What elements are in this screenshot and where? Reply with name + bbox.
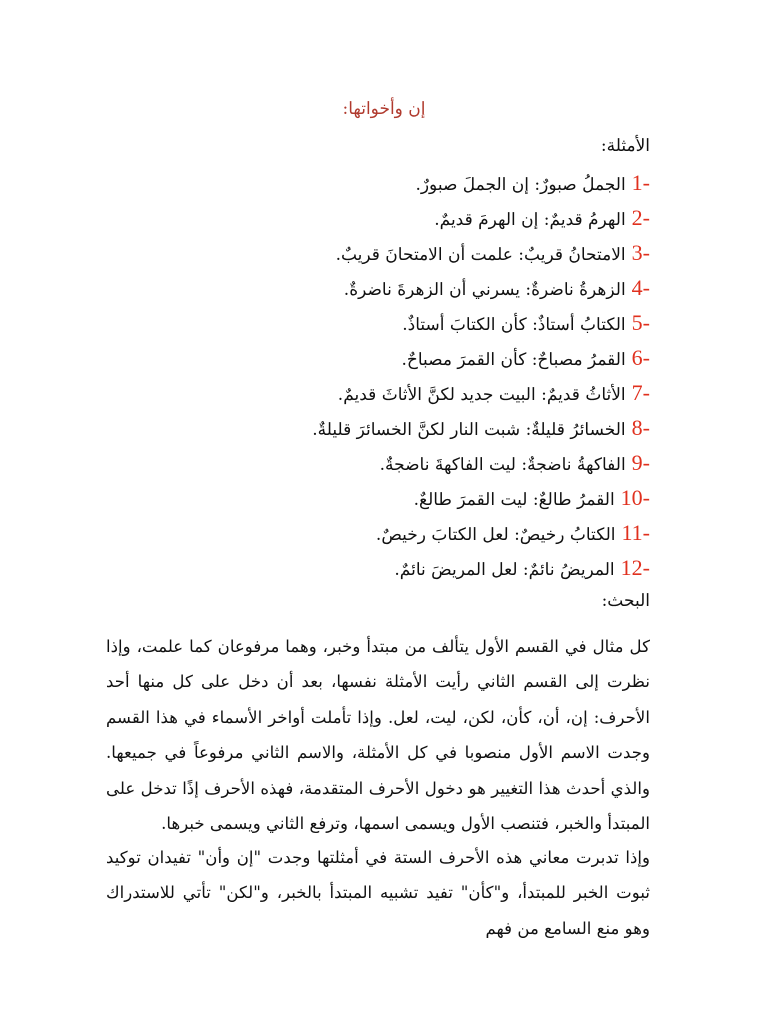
example-item (110, 340, 650, 375)
example-text: الخسائرُ قليلةٌ: شبت النار لكنَّ الخسائرَ قليلةٌ. (312, 420, 626, 440)
examples-heading: الأمثلة: (600, 136, 650, 156)
example-item (110, 410, 650, 445)
example-text: المريضُ نائمٌ: لعل المريضَ نائمٌ. (394, 560, 615, 580)
example-number: 8- (631, 415, 650, 440)
examples-section (110, 133, 650, 615)
example-text: الجملُ صبورٌ: إن الجملَ صبورٌ. (415, 175, 626, 195)
example-text: الكتابُ رخيصٌ: لعل الكتابَ رخيصٌ. (375, 525, 616, 545)
research-paragraph: كل مثال في القسم الأول يتألف من مبتدأ وخبر، وهما مرفوعان كما علمت، وإذا نظرت إلى القسم الثاني رأيت الأمثلة نفسها، بعد أن دخل على كل منها أحد الأحرف: إن، أن، كأن، لكن، ليت، لعل. وإذا تأملت أواخر الأسماء في هذا القسم وجدت الاسم الأول منصوبا في كل الأمثلة، والاسم الثاني مرفوعاً في جميعها. والذي أحدث هذا التغيير هو دخول الأحرف المتقدمة، فهذه الأحرف إذًا تدخل على المبتدأ والخبر، فتنصب الأول ويسمى اسمها، وترفع الثاني ويسمى خبرها. (106, 636, 650, 834)
example-number: 3- (631, 240, 650, 265)
example-item (110, 270, 650, 305)
example-number: 9- (631, 450, 650, 475)
example-number: 7- (631, 380, 650, 405)
example-item (110, 200, 650, 235)
example-item (110, 480, 650, 515)
example-text: الهرمُ قديمٌ: إن الهرمَ قديمٌ. (434, 210, 626, 230)
example-number: 12- (620, 555, 650, 580)
research-heading: البحث: (601, 591, 650, 611)
example-item (110, 235, 650, 270)
example-number: 1- (631, 170, 650, 195)
example-text: الكتابُ أستاذٌ: كأن الكتابَ أستاذٌ. (402, 315, 626, 335)
example-text: الزهرةُ ناضرةٌ: يسرني أن الزهرةَ ناضرةٌ. (343, 280, 626, 300)
example-text: الأثاثُ قديمٌ: البيت جديد لكنَّ الأثاثَ قديمٌ. (337, 385, 626, 405)
example-number: 6- (631, 345, 650, 370)
example-item (110, 165, 650, 200)
research-paragraph: وإذا تدبرت معاني هذه الأحرف الستة في أمثلتها وجدت "إن وأن" تفيدان توكيد ثبوت الخبر للمبتدأ، و"كأن" تفيد تشبيه المبتدأ بالخبر، و"لكن" تأتي للاستدراك وهو منع السامع من فهم (106, 847, 650, 938)
example-text: القمرُ طالعٌ: ليت القمرَ طالعٌ. (413, 490, 615, 510)
example-item (110, 305, 650, 340)
examples-list (110, 165, 650, 585)
example-text: القمرُ مصباحٌ: كأن القمرَ مصباحٌ. (401, 350, 626, 370)
example-number: 4- (631, 275, 650, 300)
example-text: الفاكهةُ ناضجةٌ: ليت الفاكهةَ ناضجةٌ. (379, 455, 626, 475)
example-item (110, 375, 650, 410)
page-title: إن وأخواتها: (342, 99, 426, 119)
example-number: 2- (631, 205, 650, 230)
example-number: 5- (631, 310, 650, 335)
example-number: 10- (620, 485, 650, 510)
example-text: الامتحانُ قريبٌ: علمت أن الامتحانَ قريبٌ. (335, 245, 626, 265)
example-number: 11- (621, 520, 650, 545)
example-item (110, 550, 650, 585)
example-item (110, 445, 650, 480)
example-item (110, 515, 650, 550)
